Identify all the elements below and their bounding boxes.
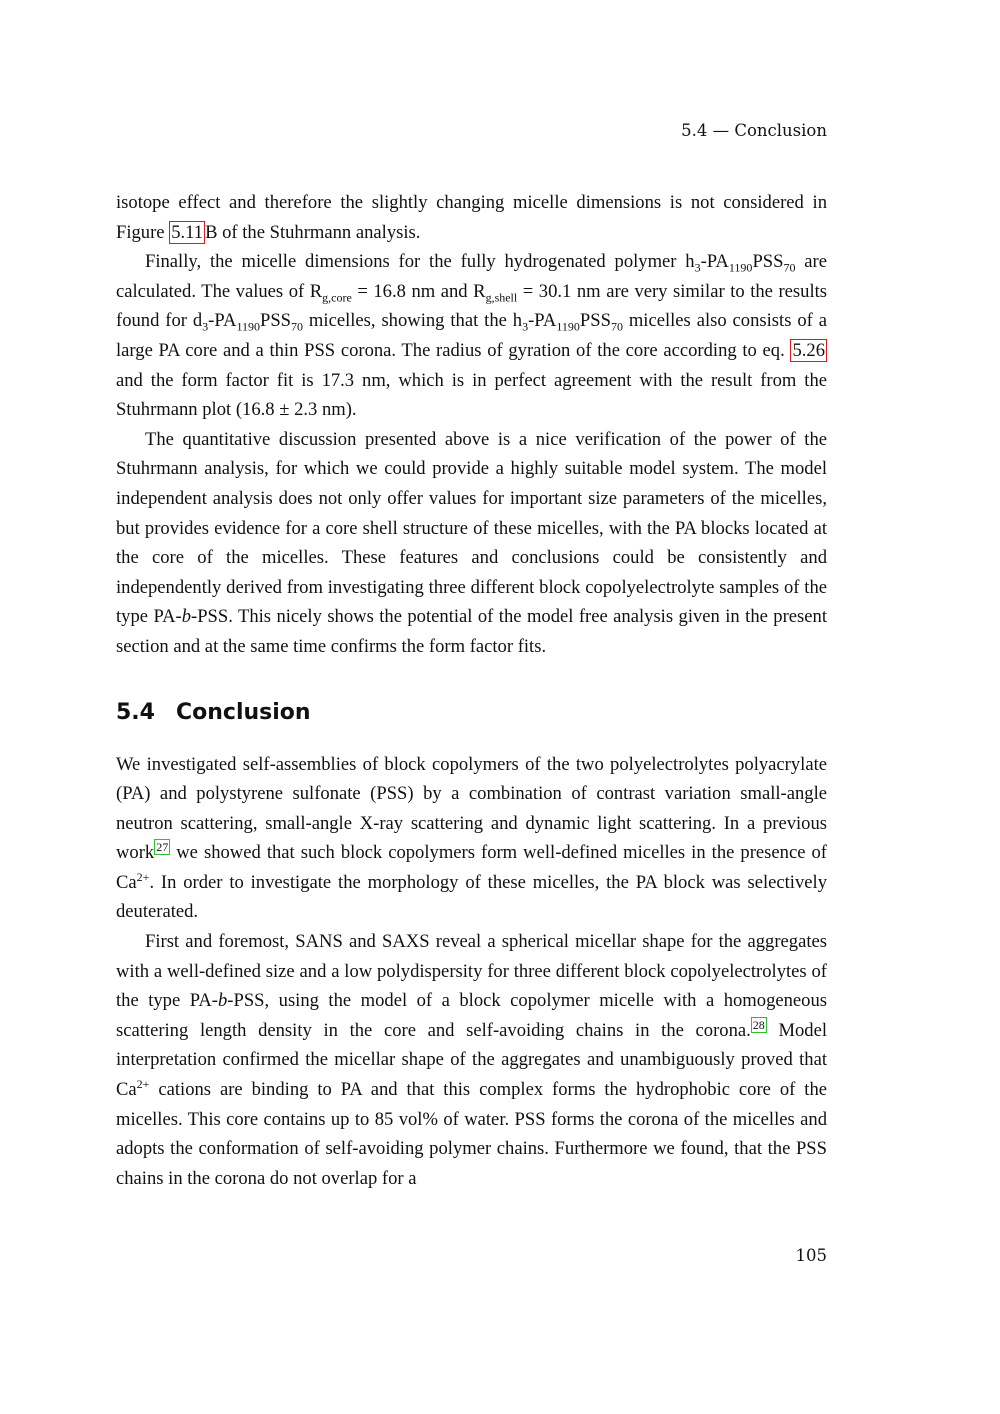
paragraph-5 [116, 927, 827, 1193]
text: micelles also consists of a large PA core and a thin PSS corona. The radius of gyration of the core according to eq. [116, 310, 827, 361]
paragraph-3 [116, 425, 827, 662]
subscript: g,core [322, 290, 352, 305]
subscript: 70 [610, 320, 623, 335]
text: -PA [700, 251, 729, 273]
paragraph-4 [116, 750, 827, 928]
subscript: 1190 [556, 320, 580, 335]
math-value: = 16.8 nm [351, 280, 436, 302]
subscript: 70 [291, 320, 304, 335]
paragraph-2 [116, 247, 827, 425]
subscript: 3 [202, 320, 209, 335]
text: isotope effect and therefore the slightly changing micelle dimensions is not considered in Figure [116, 192, 827, 243]
italic-text: b [217, 990, 228, 1012]
text: -PA [208, 310, 237, 332]
section-title: Conclusion [176, 699, 311, 725]
text: The quantitative discussion presented above is a nice verification of the power of the Stuhrmann analysis, for which we could provide a highly suitable model system. The model independent analysis does not only offer values for important size parameters of the micelles, but provides evidence for a core shell structure of these micelles, with the PA blocks located at the core of the micelles. These features and conclusions could be consistently and independently derived from investigating three different block copolyelectrolyte samples of the type PA- [116, 428, 827, 628]
text: are very similar to the results found for d [116, 280, 828, 332]
text: PSS [260, 310, 292, 332]
text: . In order to investigate the morphology of these micelles, the PA block was selectively deuterated. [116, 871, 827, 923]
subscript: 3 [694, 260, 701, 275]
page-number: 105 [795, 1246, 827, 1265]
subscript: g,shell [485, 290, 518, 305]
text: First and foremost, SANS and SAXS reveal a spherical micellar shape for the aggregates with a well-defined size and a low polydispersity for three different block copolyelectrolytes of the type PA- [116, 931, 827, 1012]
text: -PA [528, 310, 557, 332]
subscript: 1190 [728, 260, 753, 275]
text: ). [345, 399, 357, 421]
text: cations are binding to PA and that this complex forms the hydrophobic core of the micelles. This core contains up to 85 vol% of water. PSS forms the corona of the micelles and adopts the conformation of self-avoiding polymer chains. Furthermore we found, that the PSS chains in the corona do not overlap for a [116, 1079, 827, 1189]
subscript: 3 [522, 320, 529, 335]
body-text [116, 188, 827, 1193]
text: and R [435, 280, 486, 302]
section-heading [116, 698, 827, 728]
math-value: 16.8 ± 2.3 nm [242, 399, 346, 421]
text: Model interpretation confirmed the micellar shape of the aggregates and unambiguously proved that Ca [116, 1019, 828, 1101]
text: micelles, showing that the h [303, 310, 523, 332]
superscript: 2+ [136, 869, 150, 884]
text: are calculated. The values of R [116, 251, 827, 302]
section-number: 5.4 [116, 699, 155, 725]
math-value: 17.3 nm [321, 369, 386, 391]
citation-link[interactable]: 28 [752, 1017, 765, 1032]
citation-link[interactable]: 27 [156, 840, 169, 855]
text: -PSS, using the model of a block copolymer micelle with a homogeneous scattering length density in the core and self-avoiding chains in the corona. [116, 990, 827, 1041]
math-value: = 30.1 nm [517, 280, 601, 302]
text: , which is in perfect agreement with the result from the Stuhrmann plot ( [116, 369, 827, 421]
text: B of the Stuhrmann analysis. [205, 221, 421, 243]
subscript: 1190 [236, 320, 260, 335]
text: and the form factor fit is [116, 369, 322, 391]
equation-reference-link[interactable]: 5.26 [792, 339, 825, 361]
superscript: 2+ [136, 1076, 150, 1091]
text: -PSS. This nicely shows the potential of the model free analysis given in the present section and at the same time confirms the form factor fits. [116, 606, 827, 657]
paragraph-1 [116, 188, 827, 247]
figure-reference-link[interactable]: 5.11 [171, 221, 204, 243]
subscript: 70 [783, 260, 796, 275]
italic-text: b [181, 606, 191, 628]
text: we showed that such block copolymers form well-defined micelles in the presence of Ca [116, 842, 827, 893]
text: We investigated self-assemblies of block copolymers of the two polyelectrolytes polyacrylate (PA) and polystyrene sulfonate (PSS) by a combination of contrast variation small-angle neutron scattering, small-angle X-ray scattering and dynamic light scattering. In a previous work [116, 753, 827, 864]
running-head: 5.4 — Conclusion [681, 121, 827, 140]
text: Finally, the micelle dimensions for the fully hydrogenated polymer h [145, 251, 695, 273]
text: PSS [752, 251, 784, 273]
text: PSS [579, 310, 611, 332]
